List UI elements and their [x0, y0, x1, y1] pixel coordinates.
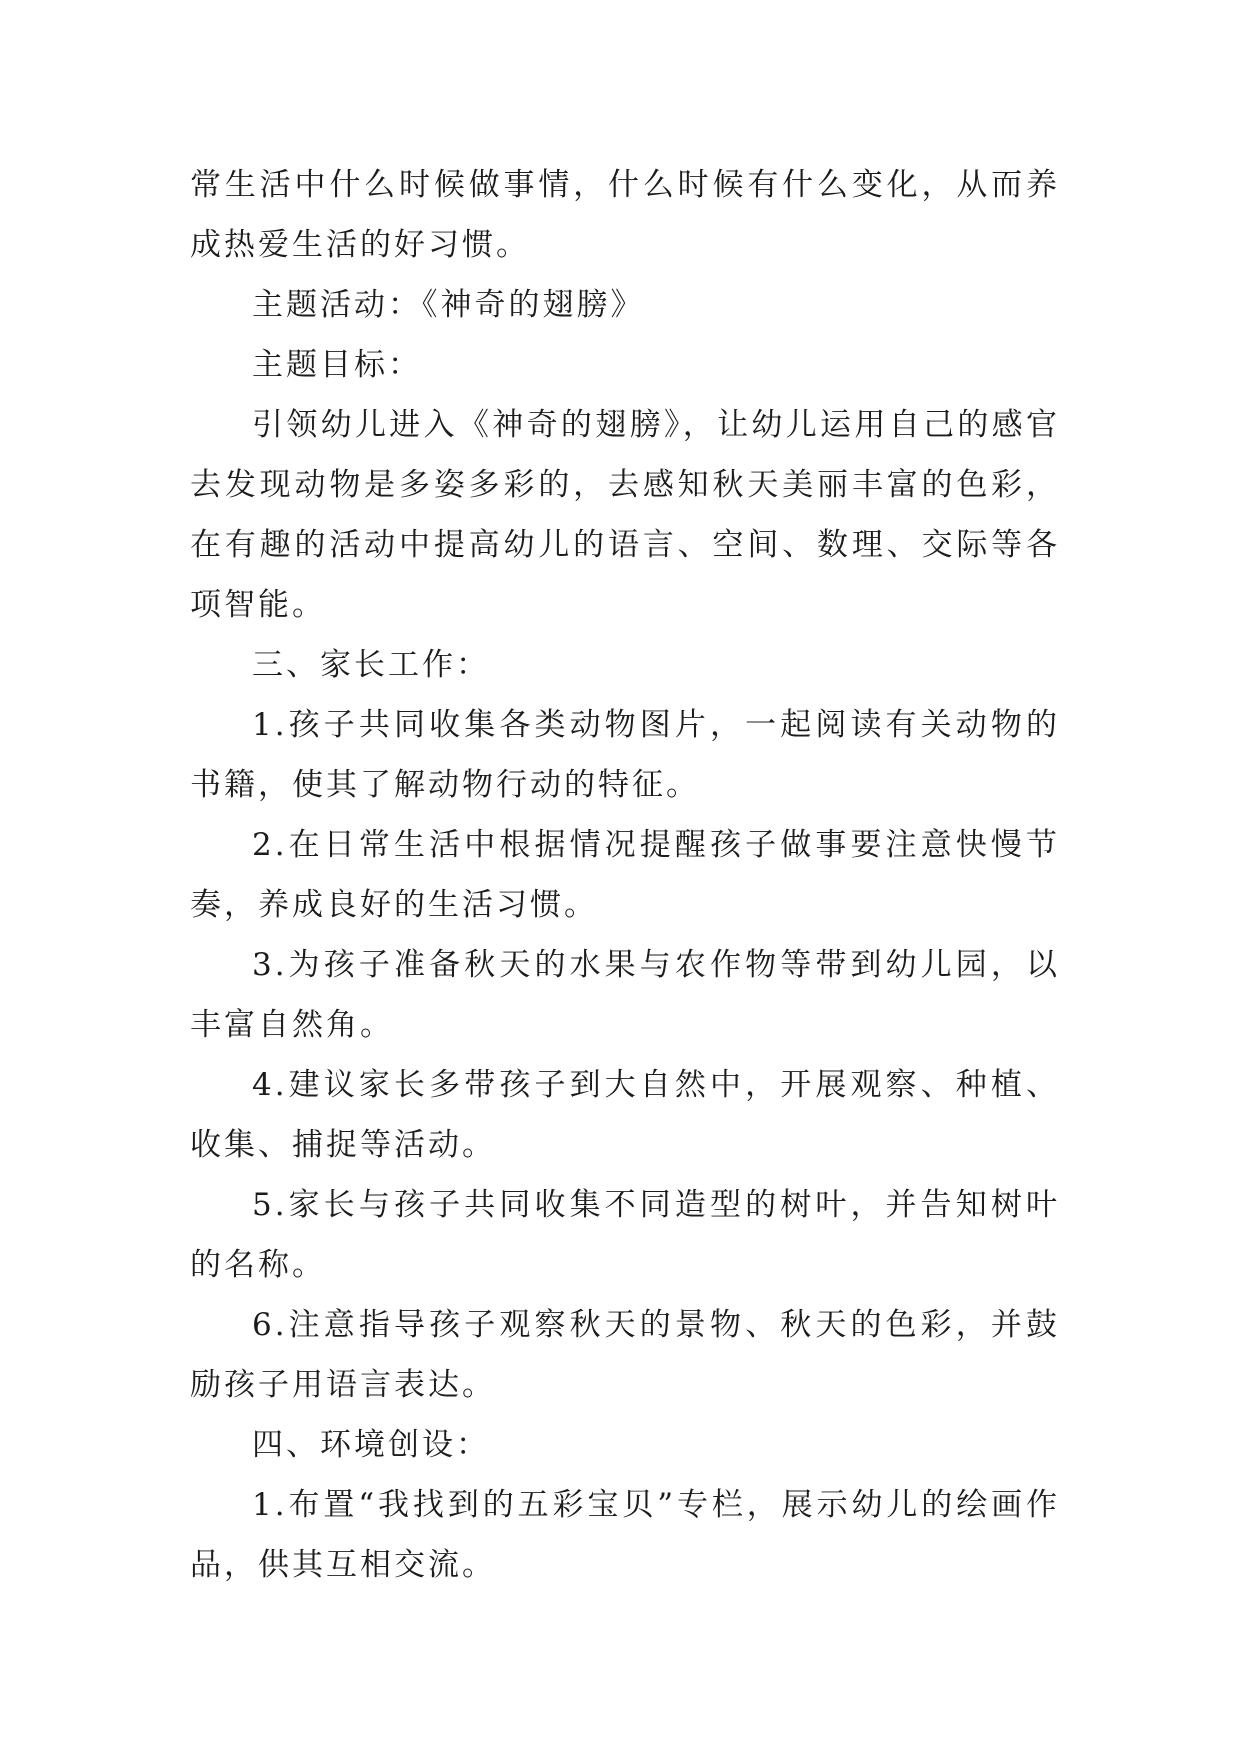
theme-goal-heading: 主题目标：: [252, 347, 422, 383]
list-item: 1.孩子共同收集各类动物图片，一起阅读有关动物的书籍，使其了解动物行动的特征。: [190, 707, 1060, 803]
list-item: 3.为孩子准备秋天的水果与农作物等带到幼儿园，以丰富自然角。: [190, 947, 1060, 1043]
list-item: 1.布置“我找到的五彩宝贝”专栏，展示幼儿的绘画作品，供其互相交流。: [190, 1487, 1060, 1583]
list-item: 6.注意指导孩子观察秋天的景物、秋天的色彩，并鼓励孩子用语言表达。: [190, 1307, 1060, 1403]
theme-activity-line: 主题活动：《神奇的翅膀》: [252, 287, 645, 323]
section-heading-environment: 四、环境创设：: [252, 1427, 490, 1463]
document-body: [190, 155, 1060, 1595]
theme-goal-paragraph: 引领幼儿进入《神奇的翅膀》，让幼儿运用自己的感官去发现动物是多姿多彩的，去感知秋天美丽丰富的色彩，在有趣的活动中提高幼儿的语言、空间、数理、交际等各项智能。: [190, 407, 1060, 623]
list-item: 5.家长与孩子共同收集不同造型的树叶，并告知树叶的名称。: [190, 1187, 1060, 1283]
paragraph-continuation: 常生活中什么时候做事情，什么时候有什么变化，从而养成热爱生活的好习惯。: [190, 167, 1060, 263]
section-heading-parent-work: 三、家长工作：: [252, 647, 490, 683]
list-item: 2.在日常生活中根据情况提醒孩子做事要注意快慢节奏，养成良好的生活习惯。: [190, 827, 1060, 923]
list-item: 4.建议家长多带孩子到大自然中，开展观察、种植、收集、捕捉等活动。: [190, 1067, 1060, 1163]
